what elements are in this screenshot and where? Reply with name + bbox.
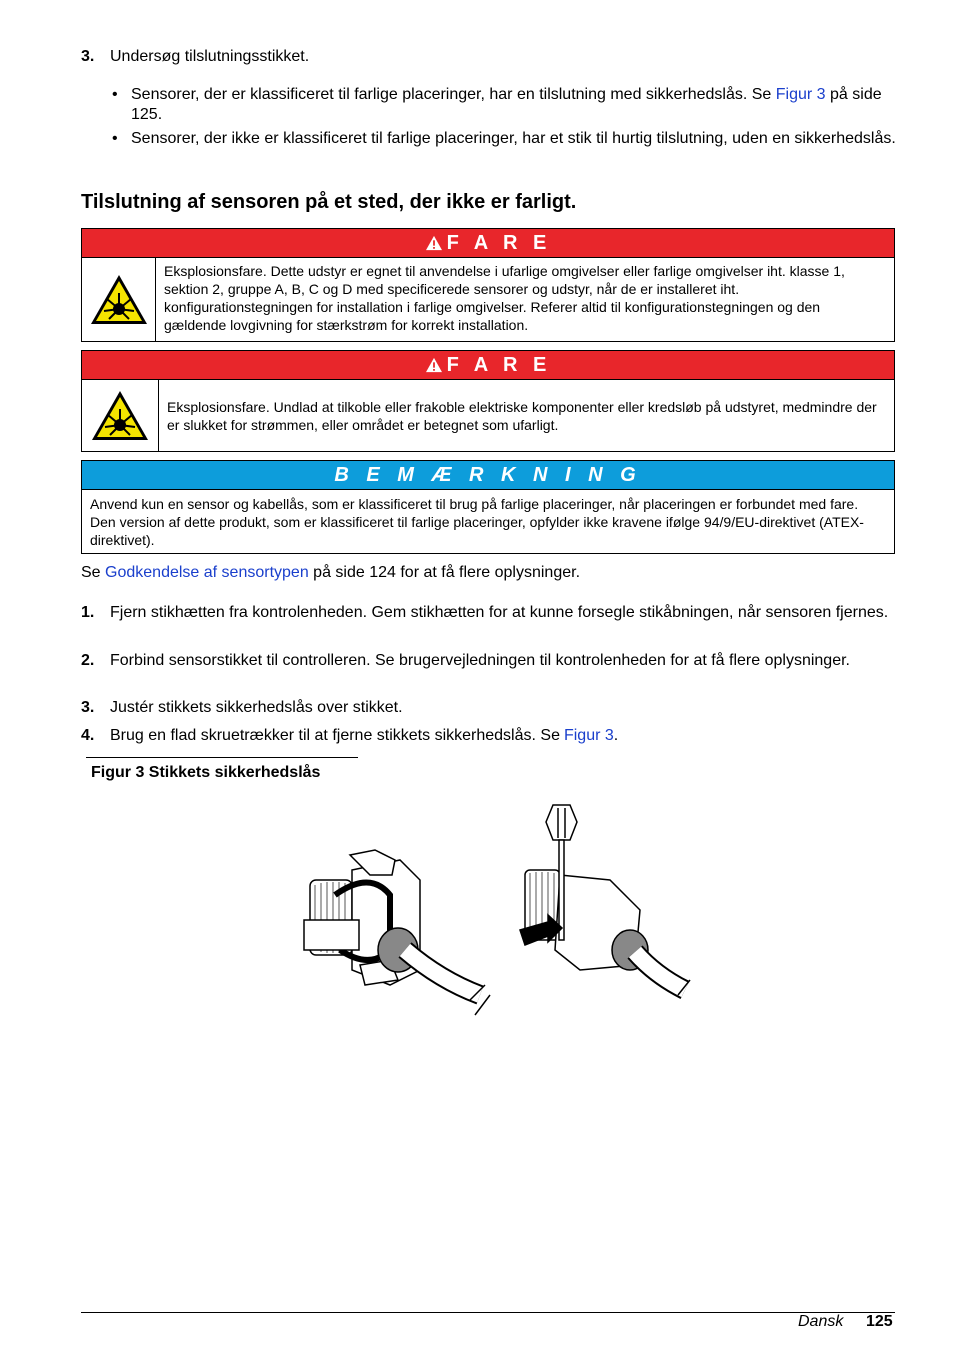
bullet-marker: •	[112, 86, 118, 103]
step-text-pre: Brug en flad skruetrækker til at fjerne stikkets sikkerhedslås. Se	[110, 727, 560, 744]
notice-header: B E M Æ R K N I N G	[82, 461, 894, 490]
notice-text: Anvend kun en sensor og kabellås, som er klassificeret til brug på farlige placeringer, når placeringen er forbundet med fare. Den version af dette produkt, som er klassificeret til farlige placeringer, opfylder ikke kravene ifølge 94/9/EU-direktivet (ATEX-direktivet).	[90, 496, 864, 548]
step-text-post: .	[613, 727, 619, 744]
bullet-text: Sensorer, der ikke er klassificeret til farlige placeringer, har et stik til hurtig tilslutning, uden en sikkerhedslås.	[131, 130, 896, 147]
step-text: Undersøg tilslutningsstikket.	[110, 48, 310, 65]
step-text: Fjern stikhætten fra kontrolenheden. Gem stikhætten for at kunne forsegle stikåbningen, når sensoren fjernes.	[110, 604, 889, 621]
explosion-hazard-icon	[82, 380, 159, 452]
bullet-item	[131, 129, 901, 149]
danger-label: F A R E	[446, 353, 552, 376]
step-number: 2.	[81, 652, 95, 669]
explosion-hazard-icon	[82, 258, 156, 342]
figure-link[interactable]: Figur 3	[775, 86, 826, 103]
see-reference	[81, 563, 580, 583]
section-title: Tilslutning af sensoren på et sted, der ikke er farligt.	[81, 191, 577, 213]
danger-text	[159, 380, 894, 452]
danger-text: Eksplosionsfare. Dette udstyr er egnet til anvendelse i ufarlige omgivelser eller farlige omgivelser iht. klasse 1, sektion 2, gruppe A, B, C og D med specificerede sensorer og udstyr, når de er installeret iht. konfigurationstegningen for installation i farlige omgivelser. Referer altid til konfigurationstegningen og den gældende lovgivning for stærkstrøm for korrekt installation.	[164, 263, 845, 333]
bullet-text-post: på side 125.	[131, 86, 882, 123]
danger-label: F A R E	[446, 231, 552, 254]
danger-box	[81, 350, 895, 452]
step-number: 3.	[81, 699, 95, 716]
danger-header	[82, 351, 894, 380]
connector-illustration	[280, 800, 720, 1025]
danger-header	[82, 229, 894, 258]
warning-triangle-icon	[425, 235, 443, 251]
sensor-type-link[interactable]: Godkendelse af sensortypen	[105, 564, 309, 581]
warning-triangle-icon	[425, 357, 443, 373]
notice-box	[81, 460, 895, 554]
step-number: 3.	[81, 48, 95, 65]
figure-link[interactable]: Figur 3	[563, 727, 614, 744]
page-number: 125	[866, 1313, 893, 1330]
footer-rule	[81, 1312, 895, 1313]
danger-box	[81, 228, 895, 342]
bullet-marker: •	[112, 130, 118, 147]
caption-rule	[86, 757, 358, 758]
bullet-item	[131, 85, 901, 125]
bullet-text: Sensorer, der er klassificeret til farlige placeringer, har en tilslutning med sikkerhedslås. Se	[131, 86, 772, 103]
step-text: Forbind sensorstikket til controlleren. Se brugervejledningen til kontrolenheden for at få flere oplysninger.	[110, 652, 850, 669]
see-ref-pre: Se	[81, 564, 101, 581]
step-text	[110, 726, 890, 746]
see-ref-post: på side 124 for at få flere oplysninger.	[313, 564, 581, 581]
step-number: 4.	[81, 727, 95, 744]
step-text: Justér stikkets sikkerhedslås over stikket.	[110, 699, 403, 716]
danger-text-content: Eksplosionsfare. Undlad at tilkoble eller frakoble elektriske komponenter eller kredsløb på udstyret, medmindre der er slukket for strømmen, eller området er betegnet som ufarligt.	[167, 399, 877, 433]
footer-language: Dansk	[798, 1313, 844, 1330]
figure-caption: Figur 3 Stikkets sikkerhedslås	[91, 764, 321, 781]
step-number: 1.	[81, 604, 95, 621]
